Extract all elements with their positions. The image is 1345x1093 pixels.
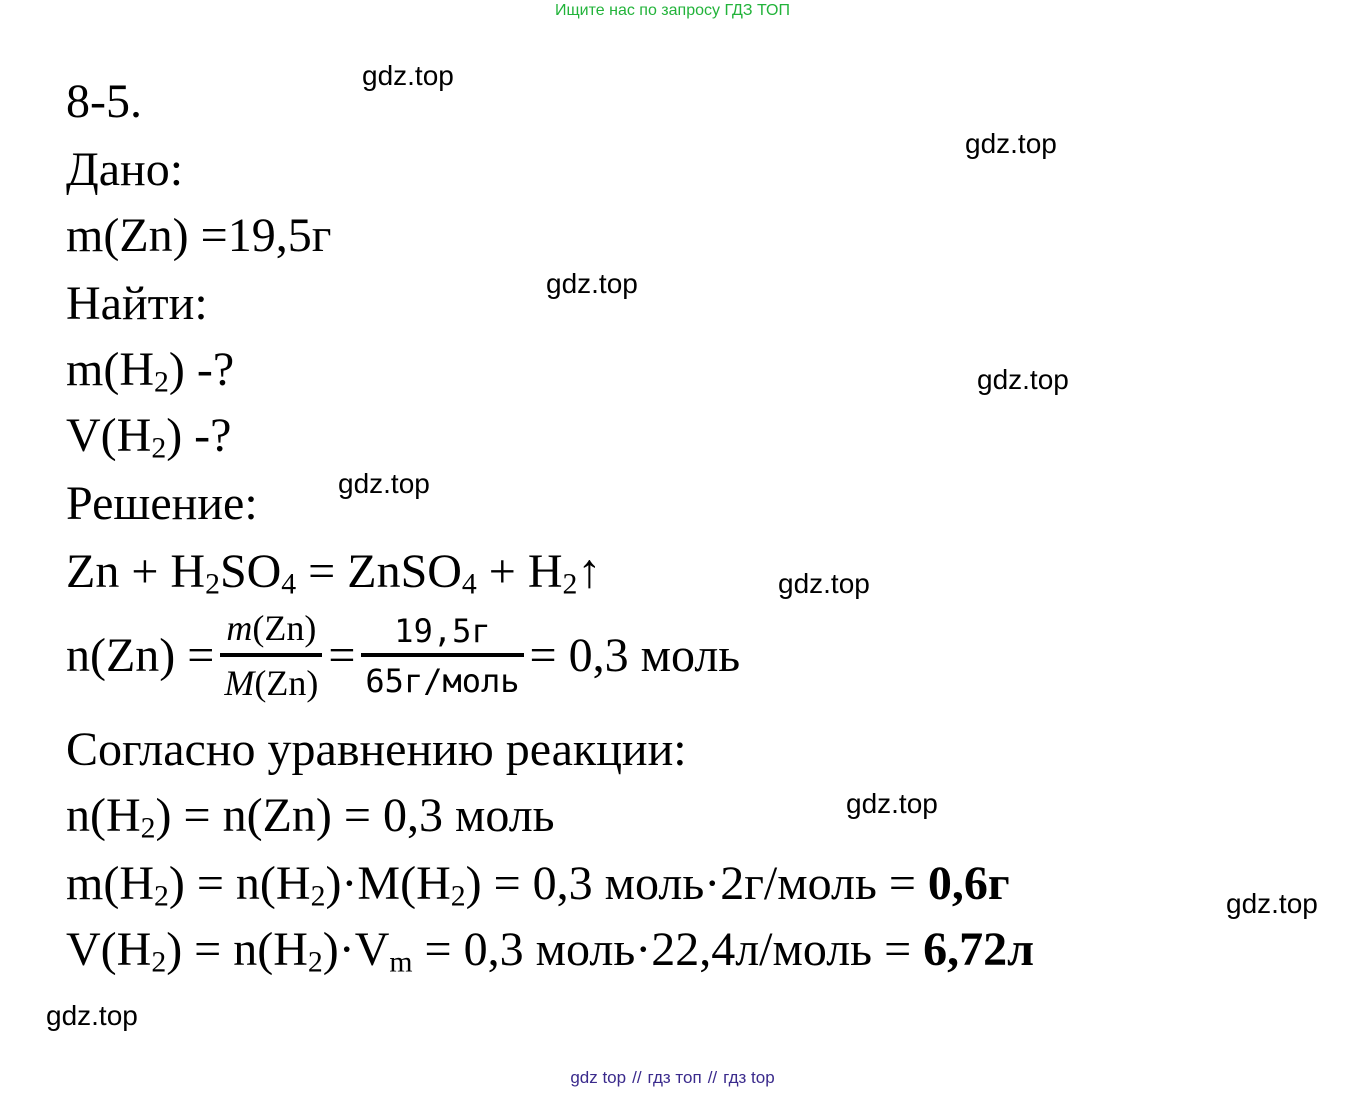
- according-text: Согласно уравнению реакции:: [66, 723, 687, 776]
- watermark: gdz.top: [546, 268, 638, 299]
- reaction-equation: $Zn + H_2SO_4$ = ZnSO$_4$ + $H_2↑$: [66, 545, 602, 601]
- find-mass: $m(H_2)$ -?: [66, 343, 235, 399]
- watermark: gdz.top: [338, 468, 430, 499]
- watermark: gdz.top: [778, 568, 870, 599]
- top-banner: Ищите нас по запросу ГДЗ ТОП: [555, 2, 790, 19]
- given-heading: Дано:: [66, 143, 184, 196]
- moles-calculation: n(Zn) = $\frac{m(Zn)}{M(Zn)}$ = $\frac{19,5г}{\text{65г/моль}}$ = 0,3 моль: [66, 608, 741, 704]
- find-volume: $V(H_2)$ -?: [66, 409, 232, 465]
- hydrogen-moles: $n(H_2) = n(Zn) = 0,3$ моль: [66, 789, 555, 845]
- molar-fraction: $\frac{m(Zn)}{M(Zn)}$: [220, 608, 322, 705]
- numeric-fraction: $\frac{19,5г}{\text{65г/моль}}$: [361, 613, 523, 701]
- watermark: gdz.top: [965, 128, 1057, 159]
- watermark: gdz.top: [846, 788, 938, 819]
- watermark: gdz.top: [977, 364, 1069, 395]
- given-value: m(Zn) =19,5г: [66, 209, 332, 262]
- volume-answer: 6,72л: [923, 923, 1035, 976]
- hydrogen-mass: $m(H_2) = n(H_2)\cdot M(H_2) = 0,3$ моль·2г/моль = 0,6г: [66, 857, 1010, 913]
- problem-number: 8-5.: [66, 75, 142, 128]
- solution-heading: Решение:: [66, 477, 258, 530]
- watermark: gdz.top: [46, 1000, 138, 1031]
- watermark: gdz.top: [362, 60, 454, 91]
- mass-answer: 0,6г: [927, 857, 1010, 910]
- find-heading: Найти:: [66, 277, 208, 330]
- footer: gdz top // гдз топ // гдз top: [570, 1068, 775, 1087]
- watermark: gdz.top: [1226, 888, 1318, 919]
- hydrogen-volume: $V(H_2) = n(H_2)\cdot V_m = 0,3$ моль·22,4л/моль = 6,72л: [66, 923, 1035, 979]
